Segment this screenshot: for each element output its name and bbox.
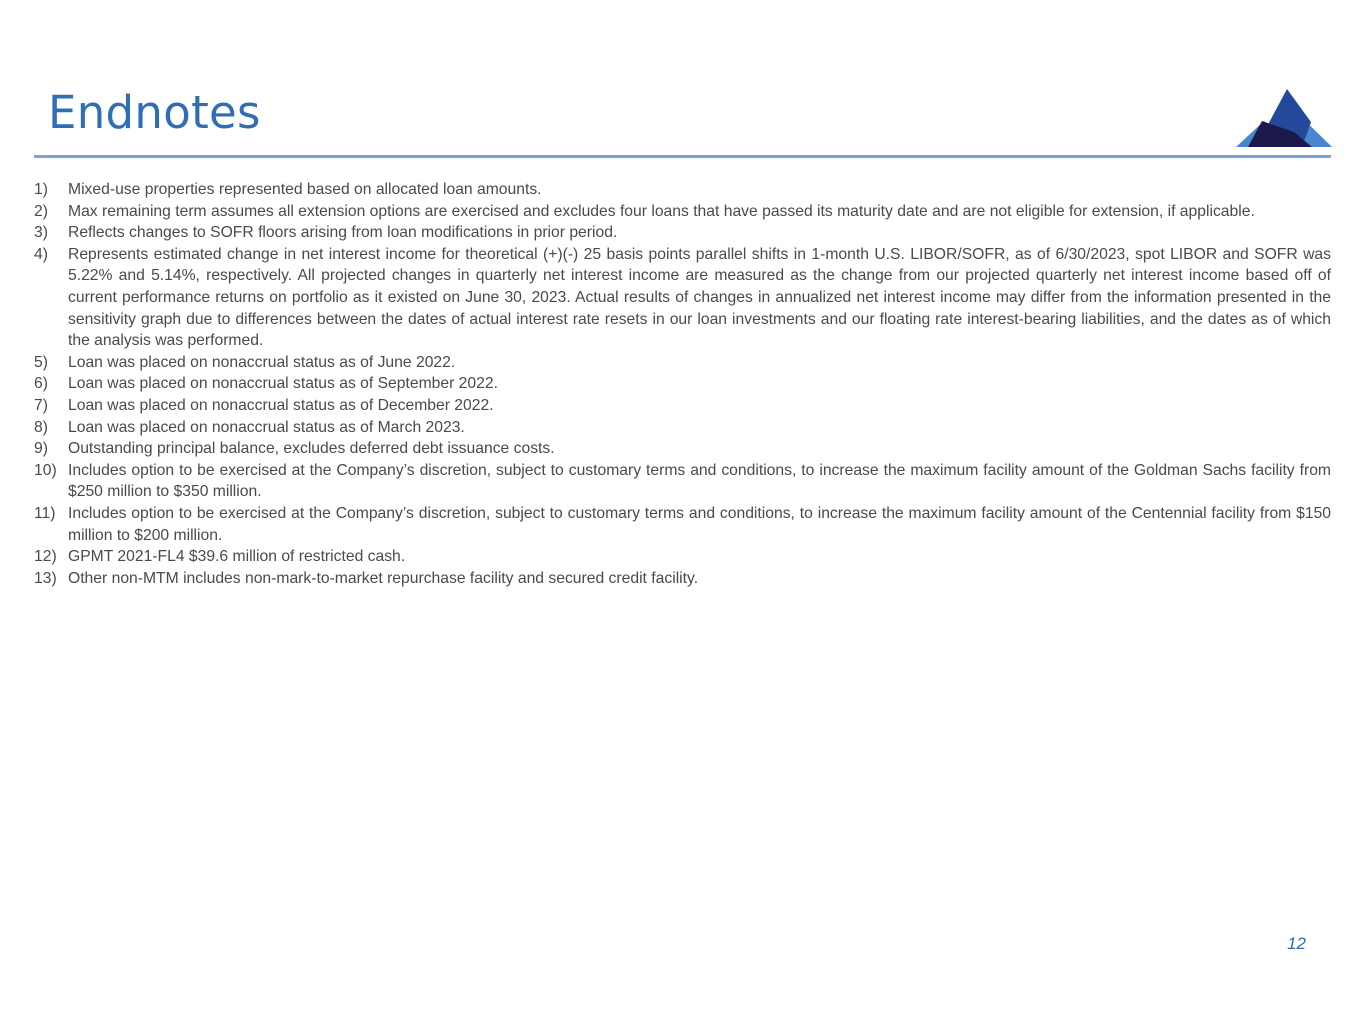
endnote-number: 10) — [34, 461, 57, 479]
endnote-text: Loan was placed on nonaccrual status as of September 2022. — [68, 375, 498, 393]
endnote-item — [34, 438, 1331, 460]
endnotes-list — [34, 179, 1331, 589]
endnote-item — [34, 179, 1331, 201]
title-divider — [34, 155, 1331, 158]
endnote-number: 1) — [34, 181, 48, 198]
endnote-text: GPMT 2021-FL4 $39.6 million of restricted cash. — [68, 548, 406, 566]
endnote-number: 9) — [34, 440, 48, 458]
endnote-item — [34, 568, 1331, 590]
endnote-item — [34, 417, 1331, 439]
endnote-text: Includes option to be exercised at the Company’s discretion, subject to customary terms and conditions, to increase the maximum facility amount of the Centennial facility from $150 million to $200 million. — [68, 504, 1331, 544]
page-title: Endnotes — [48, 86, 261, 139]
endnote-text: Loan was placed on nonaccrual status as of June 2022. — [68, 353, 456, 371]
endnote-item — [34, 546, 1331, 568]
endnote-text: Reflects changes to SOFR floors arising from loan modifications in prior period. — [68, 224, 618, 242]
endnote-item — [34, 352, 1331, 374]
endnote-text: Loan was placed on nonaccrual status as of December 2022. — [68, 396, 494, 414]
endnote-item — [34, 201, 1331, 223]
endnote-text: Mixed-use properties represented based on allocated loan amounts. — [68, 181, 542, 198]
endnote-number: 6) — [34, 375, 48, 393]
endnote-item — [34, 222, 1331, 244]
endnote-text: Includes option to be exercised at the Company’s discretion, subject to customary terms and conditions, to increase the maximum facility amount of the Goldman Sachs facility from $250 million to $350 million. — [68, 461, 1331, 501]
endnote-number: 7) — [34, 396, 48, 414]
endnote-item — [34, 244, 1331, 352]
endnote-number: 12) — [34, 548, 57, 566]
endnote-number: 8) — [34, 418, 48, 436]
endnote-number: 13) — [34, 569, 57, 587]
endnote-text: Other non-MTM includes non-mark-to-market repurchase facility and secured credit facility. — [68, 569, 699, 587]
endnote-text: Outstanding principal balance, excludes deferred debt issuance costs. — [68, 440, 555, 458]
endnote-item — [34, 503, 1331, 546]
endnote-number: 5) — [34, 353, 48, 371]
endnote-number: 4) — [34, 245, 48, 263]
endnote-text: Max remaining term assumes all extension options are exercised and excludes four loans that have passed its maturity date and are not eligible for extension, if applicable. — [68, 202, 1255, 220]
page-number: 12 — [1287, 934, 1306, 953]
endnote-text: Represents estimated change in net interest income for theoretical (+)(-) 25 basis points parallel shifts in 1-month U.S. LIBOR/SOFR, as of 6/30/2023, spot LIBOR and SOFR was 5.22% and 5.14%, respectively. All projected changes in quarterly net interest income are measured as the change from our projected quarterly net interest income based off of current performance returns on portfolio as it existed on June 30, 2023. Actual results of changes in annualized net interest income may differ from the information presented in the sensitivity graph due to differences between the dates of actual interest rate resets in our loan investments and our floating rate interest-bearing liabilities, and the dates as of which the analysis was performed. — [68, 245, 1331, 350]
endnote-item — [34, 460, 1331, 503]
endnote-item — [34, 395, 1331, 417]
mountain-peaks-logo — [1236, 88, 1332, 148]
endnote-item — [34, 373, 1331, 395]
endnote-number: 2) — [34, 202, 48, 220]
endnote-number: 3) — [34, 224, 48, 242]
endnote-text: Loan was placed on nonaccrual status as of March 2023. — [68, 418, 465, 436]
endnote-number: 11) — [34, 504, 56, 522]
